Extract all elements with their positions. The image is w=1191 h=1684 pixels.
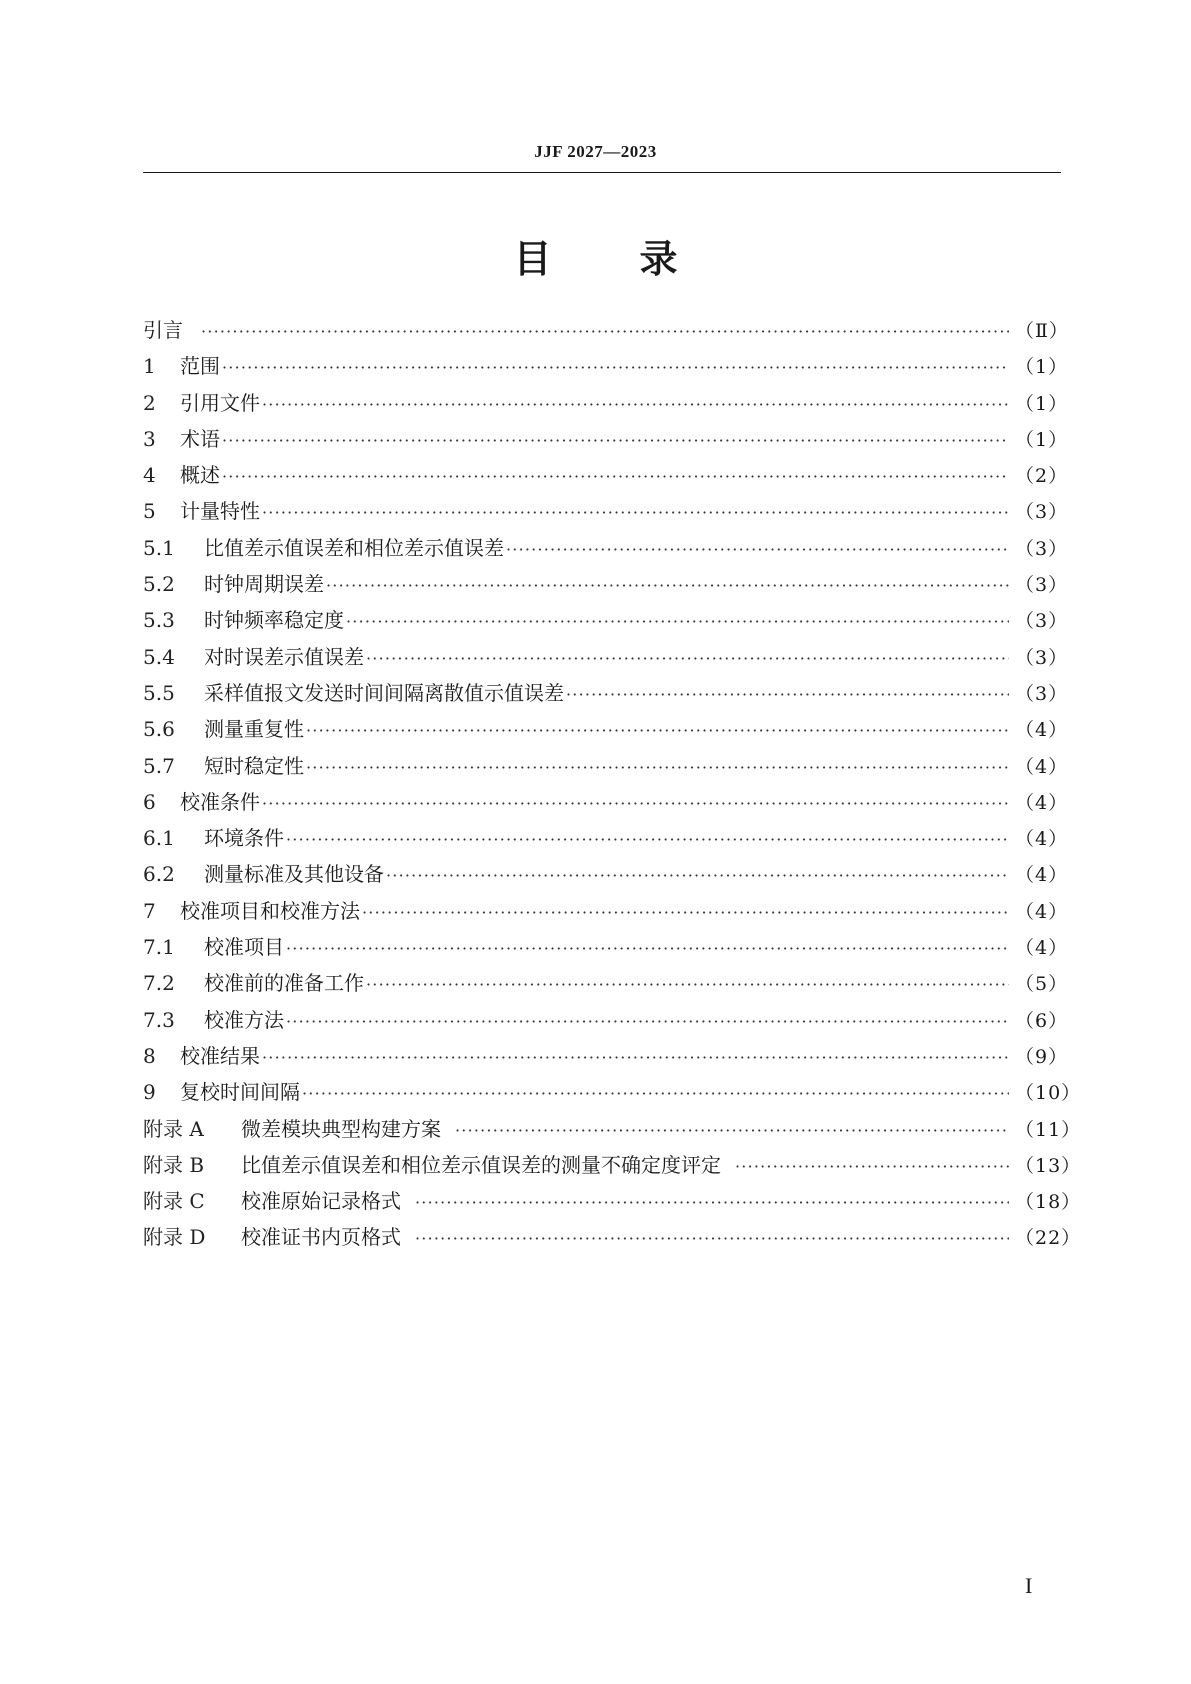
toc-entry-label: 范围 [180,354,220,379]
toc-entry-label: 测量重复性 [204,717,304,742]
toc-entry-page: （Ⅱ） [1015,320,1069,342]
toc-entry-appendix-d[interactable] [143,1221,1082,1257]
toc-entry-page: （4） [1015,864,1069,887]
toc-leader-dots [306,721,1009,740]
toc-title-char-1: 目 [513,237,552,281]
toc-entry-page: （9） [1015,1045,1069,1068]
toc-entry-page: （4） [1015,828,1069,851]
toc-leader-dots [362,903,1009,922]
toc-entry-number: 6 [143,789,156,814]
toc-entry-section-5-1[interactable] [143,532,1069,568]
toc-entry-number: 附录 C [143,1189,205,1214]
toc-entry-number: 8 [143,1043,156,1068]
toc-entry-section-5-3[interactable] [143,604,1069,640]
toc-entry-page: （5） [1015,973,1069,996]
toc-entry-label: 微差模块典型构建方案 [241,1116,441,1141]
toc-entry-section-7-1[interactable] [143,931,1069,967]
toc-entry-page: （3） [1015,610,1069,633]
toc-entry-section-5-4[interactable] [143,641,1069,677]
toc-leader-dots [222,467,1009,486]
toc-entry-number: 5.4 [143,644,175,669]
toc-entry-page: （11） [1015,1118,1082,1141]
toc-entry-number: 5 [143,499,156,524]
toc-leader-dots [286,830,1009,849]
toc-entry-section-5[interactable] [143,495,1069,531]
page-number: I [1025,1573,1033,1598]
toc-entry-number: 7.2 [143,971,175,996]
toc-entry-section-7[interactable] [143,895,1069,931]
toc-entry-page: （4） [1015,900,1069,923]
toc-leader-dots [262,395,1009,414]
toc-entry-page: （3） [1015,574,1069,597]
toc-entry-page: （1） [1015,356,1069,379]
toc-entry-section-6-1[interactable] [143,822,1069,858]
toc-leader-dots [262,794,1009,813]
toc-entry-page: （10） [1015,1082,1082,1105]
toc-entry-appendix-a[interactable] [143,1113,1082,1149]
toc-entry-label: 引用文件 [180,390,260,415]
toc-entry-page: （1） [1015,392,1069,415]
toc-entry-page: （4） [1015,719,1069,742]
toc-entry-label: 比值差示值误差和相位差示值误差的测量不确定度评定 [241,1152,721,1177]
toc-leader-dots [286,1012,1009,1031]
toc-entry-number: 5.7 [143,753,175,778]
toc-leader-dots [415,1229,1009,1248]
toc-entry-section-3[interactable] [143,423,1069,459]
toc-entry-section-4[interactable] [143,459,1069,495]
toc-entry-label: 校准条件 [180,789,260,814]
toc-entry-section-7-2[interactable] [143,967,1069,1003]
toc-entry-label: 计量特性 [180,499,260,524]
toc-entry-page: （13） [1015,1154,1082,1177]
toc-entry-label: 短时稳定性 [204,753,304,778]
toc-entry-label: 校准前的准备工作 [204,971,364,996]
toc-leader-dots [222,358,1009,377]
toc-entry-introduction[interactable] [143,314,1069,350]
toc-entry-label: 校准结果 [180,1043,260,1068]
toc-entry-label: 校准项目 [204,935,284,960]
toc-entry-label: 校准项目和校准方法 [180,898,360,923]
toc-entry-section-9[interactable] [143,1076,1082,1112]
toc-entry-number: 6.2 [143,862,175,887]
toc-leader-dots [415,1193,1009,1212]
toc-leader-dots [735,1157,1009,1176]
toc-entry-label: 引言 [143,318,183,342]
toc-entry-number: 7 [143,898,156,923]
toc-leader-dots [506,540,1009,559]
toc-leader-dots [302,1084,1009,1103]
toc-entry-section-7-3[interactable] [143,1004,1069,1040]
toc-entry-section-5-6[interactable] [143,713,1069,749]
toc-entry-page: （3） [1015,646,1069,669]
toc-leader-dots [386,866,1009,885]
toc-entry-number: 3 [143,426,156,451]
toc-entry-section-5-5[interactable] [143,677,1069,713]
toc-entry-label: 校准原始记录格式 [241,1189,401,1214]
toc-entry-section-6-2[interactable] [143,858,1069,894]
toc-entry-number: 附录 D [143,1225,206,1250]
toc-entry-page: （3） [1015,501,1069,524]
document-code: JJF 2027—2023 [534,142,657,161]
toc-entry-page: （3） [1015,682,1069,705]
toc-entry-section-2[interactable] [143,387,1069,423]
toc-entry-page: （6） [1015,1009,1069,1032]
toc-entry-page: （4） [1015,755,1069,778]
toc-entry-section-6[interactable] [143,786,1069,822]
toc-entry-label: 对时误差示值误差 [204,644,364,669]
toc-entry-appendix-c[interactable] [143,1185,1082,1221]
toc-leader-dots [201,322,1009,341]
toc-entry-label: 概述 [180,463,220,488]
toc-entry-number: 5.3 [143,608,175,633]
toc-entry-section-8[interactable] [143,1040,1069,1076]
toc-entry-number: 5.5 [143,680,175,705]
toc-entry-page: （2） [1015,465,1069,488]
toc-title [0,228,1191,283]
toc-entry-label: 环境条件 [204,826,284,851]
toc-entry-number: 7.1 [143,935,175,960]
toc-entry-page: （1） [1015,428,1069,451]
toc-leader-dots [455,1121,1009,1140]
toc-entry-number: 7.3 [143,1007,175,1032]
toc-entry-section-1[interactable] [143,350,1069,386]
toc-entry-section-5-7[interactable] [143,750,1069,786]
toc-entry-appendix-b[interactable] [143,1149,1082,1185]
toc-entry-label: 比值差示值误差和相位差示值误差 [204,535,504,560]
toc-entry-label: 时钟频率稳定度 [204,608,344,633]
toc-entry-number: 9 [143,1080,156,1105]
toc-leader-dots [306,758,1009,777]
toc-entry-number: 附录 B [143,1152,205,1177]
toc-leader-dots [346,612,1009,631]
toc-entry-page: （4） [1015,937,1069,960]
toc-entry-number: 5.1 [143,535,175,560]
toc-entry-page: （18） [1015,1191,1082,1214]
toc-entry-page: （22） [1015,1227,1082,1250]
toc-entry-number: 6.1 [143,826,175,851]
toc-entry-label: 校准方法 [204,1007,284,1032]
toc-entry-page: （3） [1015,537,1069,560]
toc-leader-dots [222,431,1009,450]
table-of-contents [143,314,1082,1258]
toc-leader-dots [286,939,1009,958]
toc-entry-label: 术语 [180,426,220,451]
toc-entry-number: 附录 A [143,1116,204,1141]
toc-leader-dots [366,649,1009,668]
toc-entry-page: （4） [1015,791,1069,814]
toc-entry-number: 1 [143,354,156,379]
toc-entry-number: 5.2 [143,572,175,597]
toc-leader-dots [326,576,1009,595]
toc-leader-dots [262,503,1009,522]
toc-title-char-2: 录 [639,237,678,281]
toc-entry-section-5-2[interactable] [143,568,1069,604]
toc-entry-label: 采样值报文发送时间间隔离散值示值误差 [204,680,564,705]
toc-entry-number: 5.6 [143,717,175,742]
toc-entry-label: 复校时间间隔 [180,1080,300,1105]
toc-entry-label: 时钟周期误差 [204,572,324,597]
header-rule [143,172,1061,173]
toc-entry-label: 测量标准及其他设备 [204,862,384,887]
toc-entry-number: 2 [143,390,156,415]
toc-leader-dots [566,685,1009,704]
toc-entry-label: 校准证书内页格式 [241,1225,401,1250]
toc-leader-dots [262,1048,1009,1067]
toc-leader-dots [366,975,1009,994]
toc-entry-number: 4 [143,463,156,488]
